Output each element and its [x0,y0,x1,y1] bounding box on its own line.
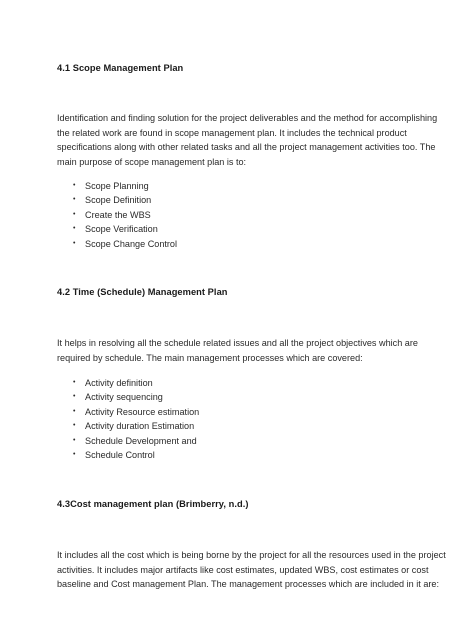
section-heading-time: 4.2 Time (Schedule) Management Plan [57,287,228,297]
list-item [57,376,199,390]
bullet-icon: • [73,436,76,444]
list-item-label: Activity Resource estimation [85,406,200,417]
paragraph-line: main purpose of scope management plan is to: [57,156,247,167]
list-item [57,193,177,207]
bullet-icon: • [73,379,76,386]
section-heading-scope: 4.1 Scope Management Plan [57,63,184,73]
section-paragraph-time [57,336,417,365]
list-item-label: Scope Definition [85,195,152,206]
list-item [57,405,199,419]
paragraph-line: It helps in resolving all the schedule related issues and all the project objectives which are [57,338,418,348]
list-item [57,179,177,193]
bullet-icon: • [73,182,76,189]
section-paragraph-cost [57,548,446,592]
paragraph-line: Identification and finding solution for the project deliverables and the method for accomplishing [57,113,438,123]
section-paragraph-scope [57,111,438,169]
paragraph-line: baseline and Cost management Plan. The management processes which are included in it are: [57,579,439,590]
list-item [57,434,199,448]
bullet-icon: • [73,225,76,233]
bullet-icon: • [73,196,76,204]
bullet-icon: • [73,407,76,415]
paragraph-line: It includes all the cost which is being borne by the project for all the resources used in the project [57,550,446,560]
list-item-label: Activity duration Estimation [85,421,195,432]
list-item-label: Activity sequencing [85,392,163,403]
list-item-label: Schedule Control [85,449,155,460]
bullet-icon: • [73,239,76,247]
list-item [57,208,177,222]
list-item-label: Scope Change Control [85,238,178,249]
bullet-icon: • [73,450,76,458]
paragraph-line: specifications along with other related tasks and all the project management activities too. The [57,142,436,153]
bullet-list-time [57,376,199,462]
list-item-label: Activity definition [85,378,153,388]
list-item-label: Create the WBS [85,209,151,220]
list-item [57,448,199,462]
list-item-label: Schedule Development and [85,435,197,446]
section-heading-cost: 4.3Cost management plan (Brimberry, n.d.) [57,499,249,509]
list-item [57,390,199,404]
paragraph-line: the related work are found in scope management plan. It includes the technical product [57,127,407,138]
list-item [57,237,177,251]
bullet-list-scope [57,179,177,251]
bullet-icon: • [73,210,76,218]
list-item [57,222,177,236]
bullet-icon: • [73,393,76,401]
paragraph-line: required by schedule. The main management processes which are covered: [57,352,363,363]
list-item [57,419,199,433]
paragraph-line: activities. It includes major artifacts like cost estimates, updated WBS, cost estimates or cost [57,564,429,575]
bullet-icon: • [73,422,76,430]
list-item-label: Scope Verification [85,224,158,235]
list-item-label: Scope Planning [85,181,149,191]
